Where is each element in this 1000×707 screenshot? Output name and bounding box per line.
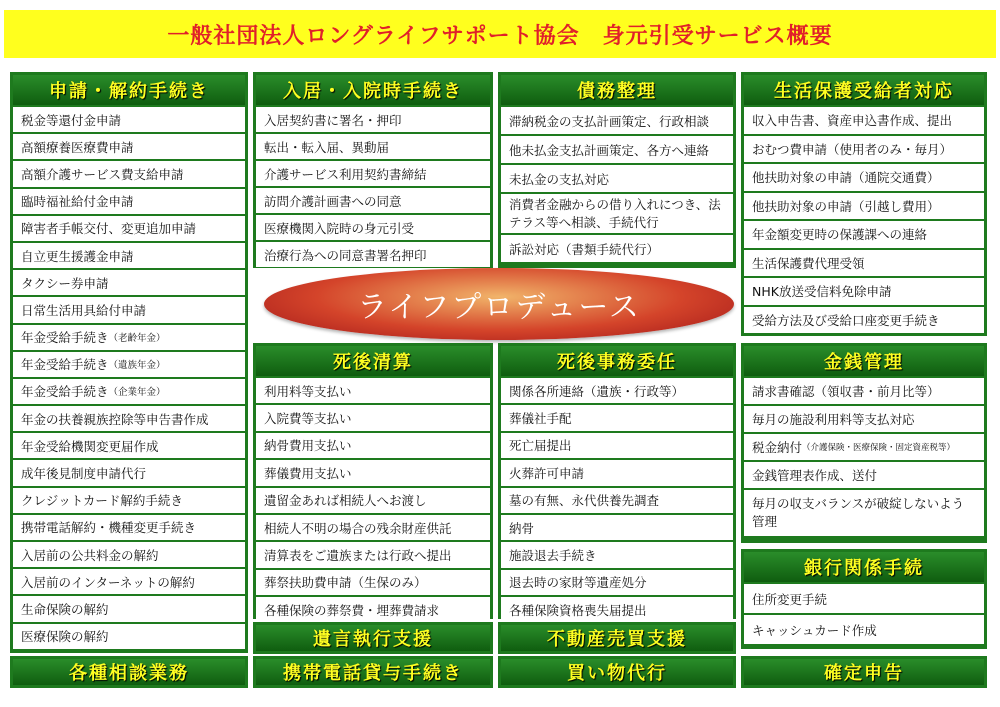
list-item: 未払金の支払対応 — [501, 165, 733, 192]
list-item — [13, 379, 245, 404]
list-item: 日常生活用具給付申請 — [13, 297, 245, 322]
list-item: 火葬許可申請 — [501, 460, 733, 485]
item-note: （遺族年金） — [108, 360, 166, 372]
item-note: （企業年金） — [108, 387, 166, 399]
panel-bank — [741, 549, 987, 649]
item-text: 年金受給手続き — [21, 384, 109, 400]
list-item: 他扶助対象の申請（引越し費用） — [744, 193, 984, 220]
list-item: 他未払金支払計画策定、各方へ連絡 — [501, 136, 733, 163]
list-item: 墓の有無、永代供養先調査 — [501, 488, 733, 513]
panel-header: 生活保護受給者対応 — [744, 75, 984, 105]
list-item: 他扶助対象の申請（通院交通費） — [744, 164, 984, 191]
list-item: 障害者手帳交付、変更追加申請 — [13, 216, 245, 241]
list-item: 生命保険の解約 — [13, 596, 245, 621]
panel-debt — [498, 72, 736, 268]
list-item: 関係各所連絡（遺族・行政等） — [501, 378, 733, 403]
panel-money — [741, 343, 987, 543]
list-item: 毎月の収支バランスが破綻しないよう管理 — [744, 490, 984, 536]
ellipse-shape — [264, 268, 734, 340]
list-item: 成年後見制度申請代行 — [13, 460, 245, 485]
panel-header: 債務整理 — [501, 75, 733, 105]
list-item: 訴訟対応（書類手続代行） — [501, 235, 733, 262]
panel-header: 死後清算 — [256, 346, 490, 376]
item-note: （介護保険・医療保険・固定資産税等） — [802, 443, 956, 453]
list-item: 利用料等支払い — [256, 378, 490, 403]
list-item: タクシー券申請 — [13, 270, 245, 295]
list-item: 入居前のインターネットの解約 — [13, 569, 245, 594]
bar-tax-return: 確定申告 — [741, 656, 987, 688]
panel-posthumous — [253, 343, 493, 619]
list-item: 年金額変更時の保護課への連絡 — [744, 221, 984, 248]
item-note: （老齢年金） — [108, 333, 166, 345]
list-item: 施設退去手続き — [501, 542, 733, 567]
list-item: 各種保険資格喪失届提出 — [501, 597, 733, 622]
panel-header: 申請・解約手続き — [13, 75, 245, 105]
list-item: クレジットカード解約手続き — [13, 488, 245, 513]
list-item: 納骨費用支払い — [256, 433, 490, 458]
item-text: 年金受給手続き — [21, 357, 109, 373]
list-item: 税金等還付金申請 — [13, 107, 245, 132]
list-item: NHK放送受信料免除申請 — [744, 278, 984, 305]
panel-afterdeath — [498, 343, 736, 619]
list-item: 年金受給機関変更届作成 — [13, 433, 245, 458]
list-item: 生活保護費代理受領 — [744, 250, 984, 277]
panel-welfare — [741, 72, 987, 336]
list-item: 高額療養医療費申請 — [13, 134, 245, 159]
list-item: 介護サービス利用契約書締結 — [256, 161, 490, 186]
ellipse-label: ライフプロデュース — [357, 290, 641, 325]
list-item: 消費者金融からの借り入れにつき、法テラス等へ相談、手続代行 — [501, 194, 733, 233]
list-item: 葬儀費用支払い — [256, 460, 490, 485]
item-text: 年金受給手続き — [21, 330, 109, 346]
list-item: 転出・転入届、異動届 — [256, 134, 490, 159]
list-item: 医療機関入院時の身元引受 — [256, 215, 490, 240]
list-item: 請求書確認（領収書・前月比等） — [744, 378, 984, 404]
list-item — [13, 352, 245, 377]
list-item: 自立更生援護金申請 — [13, 243, 245, 268]
list-item: 収入申告書、資産申込書作成、提出 — [744, 107, 984, 134]
list-item: 高額介護サービス費支給申請 — [13, 161, 245, 186]
bar-phone-lending: 携帯電話貸与手続き — [253, 656, 493, 688]
list-item: 相続人不明の場合の残余財産供託 — [256, 515, 490, 540]
list-item: 受給方法及び受給口座変更手続き — [744, 307, 984, 334]
list-item: 臨時福祉給付金申請 — [13, 189, 245, 214]
list-item: 年金の扶養親族控除等申告書作成 — [13, 406, 245, 431]
page-title: 一般社団法人ロングライフサポート協会 身元引受サービス概要 — [167, 23, 833, 49]
item-text: 税金納付 — [752, 440, 803, 455]
list-item: 住所変更手続 — [744, 584, 984, 613]
bar-real-estate: 不動産売買支援 — [498, 622, 736, 654]
panel-header: 金銭管理 — [744, 346, 984, 376]
bar-will-execution: 遺言執行支援 — [253, 622, 493, 654]
list-item: 入居前の公共料金の解約 — [13, 542, 245, 567]
list-item: 死亡届提出 — [501, 433, 733, 458]
list-item: 清算表をご遺族または行政へ提出 — [256, 542, 490, 567]
list-item: 各種保険の葬祭費・埋葬費請求 — [256, 597, 490, 622]
list-item: キャッシュカード作成 — [744, 615, 984, 644]
list-item: 医療保険の解約 — [13, 624, 245, 649]
list-item: 納骨 — [501, 515, 733, 540]
title-banner — [4, 10, 996, 58]
list-item: 治療行為への同意書署名押印 — [256, 242, 490, 267]
list-item: 葬儀社手配 — [501, 405, 733, 430]
bar-consultation: 各種相談業務 — [10, 656, 248, 688]
list-item: 毎月の施設利用料等支払対応 — [744, 406, 984, 432]
list-item: 退去時の家財等遺産処分 — [501, 570, 733, 595]
list-item — [744, 434, 984, 460]
panel-header: 入居・入院時手続き — [256, 75, 490, 105]
list-item — [13, 325, 245, 350]
panel-header: 死後事務委任 — [501, 346, 733, 376]
list-item: 入居契約書に署名・押印 — [256, 107, 490, 132]
list-item: おむつ費申請（使用者のみ・毎月） — [744, 136, 984, 163]
panel-admission — [253, 72, 493, 268]
panel-application — [10, 72, 248, 653]
list-item: 携帯電話解約・機種変更手続き — [13, 515, 245, 540]
list-item: 滞納税金の支払計画策定、行政相談 — [501, 107, 733, 134]
list-item: 葬祭扶助費申請（生保のみ） — [256, 570, 490, 595]
life-produce-ellipse — [264, 268, 734, 340]
panel-header: 銀行関係手続 — [744, 552, 984, 582]
list-item: 遺留金あれば相続人へお渡し — [256, 488, 490, 513]
bar-shopping: 買い物代行 — [498, 656, 736, 688]
list-item: 入院費等支払い — [256, 405, 490, 430]
list-item: 訪問介護計画書への同意 — [256, 188, 490, 213]
list-item: 金銭管理表作成、送付 — [744, 462, 984, 488]
